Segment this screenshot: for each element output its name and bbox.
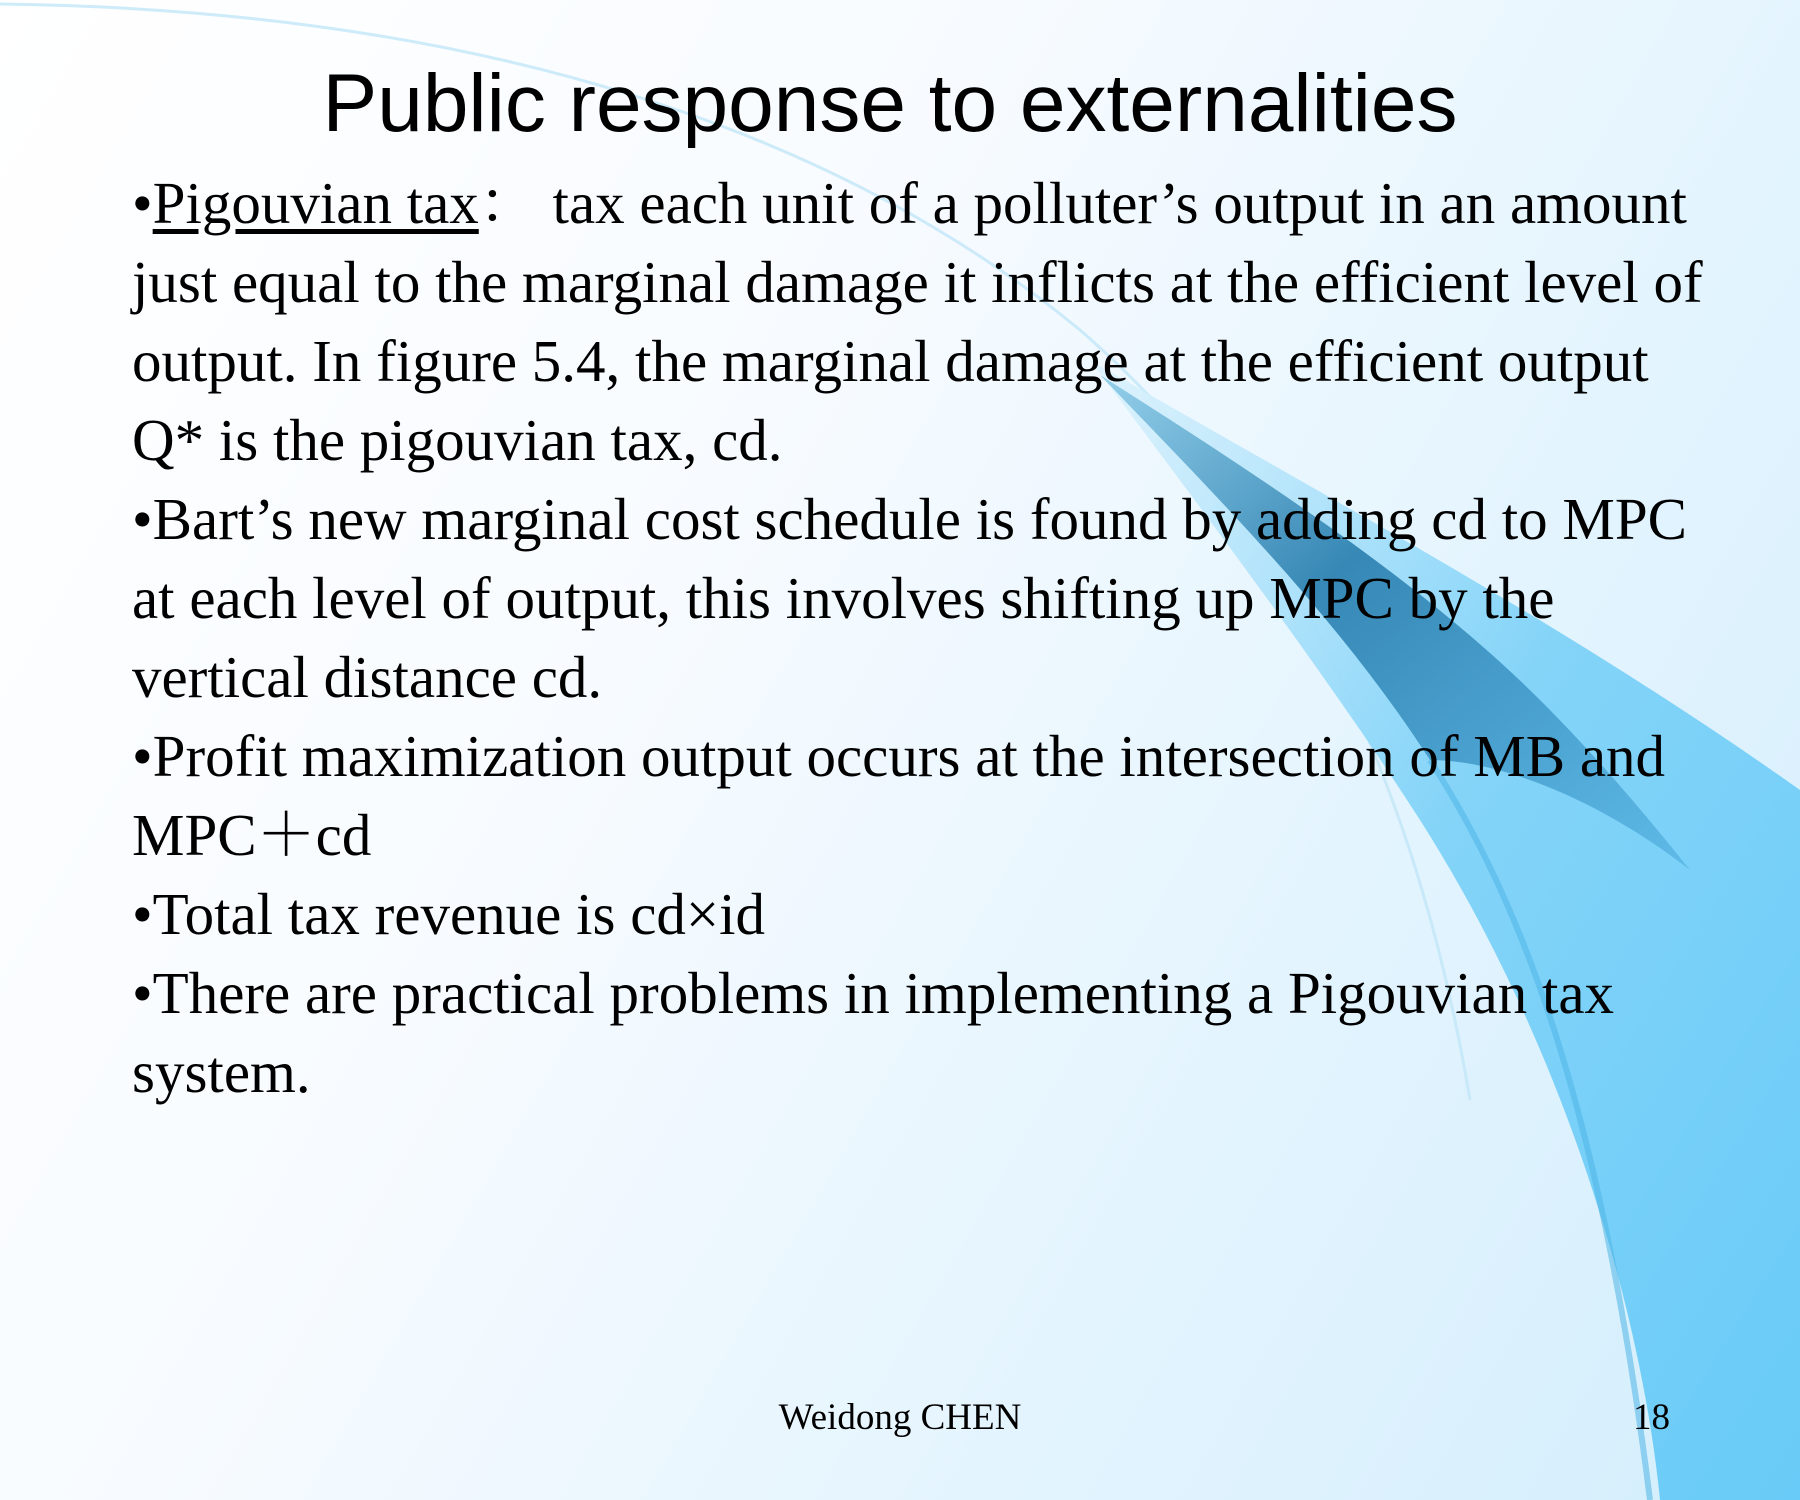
bullet-profit-maximization	[132, 717, 1732, 875]
page-number: 18	[1633, 1397, 1670, 1438]
bullet-marker: •	[132, 723, 153, 789]
slide-title: Public response to externalities	[322, 58, 1458, 149]
term-separator: ：	[478, 170, 538, 236]
bullet-marker: •	[132, 960, 153, 1026]
footer-author: Weidong CHEN	[778, 1397, 1022, 1438]
bullet-text: There are practical problems in implementing a Pigouvian tax system.	[132, 960, 1615, 1105]
bullet-list	[132, 164, 1732, 1112]
bullet-pigouvian-tax	[132, 164, 1732, 480]
bullet-text: Profit maximization output occurs at the intersection of MB and MPC＋cd	[132, 723, 1666, 868]
bullet-marker: •	[132, 486, 153, 552]
bullet-text: tax each unit of a polluter’s output in an amount just equal to the marginal damage it inflicts at the efficient level of output. In figure 5.4, the marginal damage at the efficient output Q* is the pigouvian tax, cd.	[132, 170, 1703, 473]
bullet-text: Bart’s new marginal cost schedule is found by adding cd to MPC at each level of output, this involves shifting up MPC by the vertical distance cd.	[132, 486, 1688, 710]
term-pigouvian-tax: Pigouvian tax	[152, 170, 479, 236]
bullet-marginal-cost-schedule	[132, 480, 1732, 717]
bullet-total-tax-revenue	[132, 875, 1732, 954]
bullet-marker: •	[132, 170, 153, 236]
bullet-text: Total tax revenue is cd×id	[152, 881, 766, 947]
bullet-marker: •	[132, 881, 153, 947]
bullet-practical-problems	[132, 954, 1732, 1112]
